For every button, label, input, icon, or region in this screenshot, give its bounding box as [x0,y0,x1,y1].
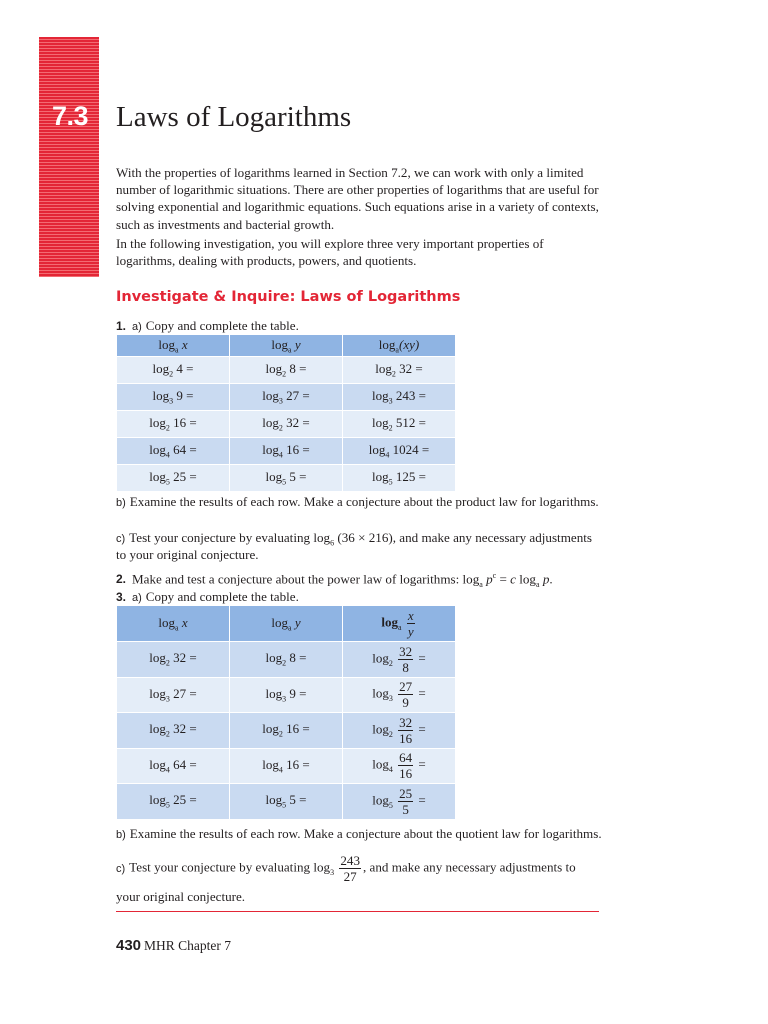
question-1-c: c) Test your conjecture by evaluating $\log_6 (36 \times 216)$, and make any necessary adjustments [116,530,592,548]
table-cell: $\log_5$ $\frac{25}{5}$ = [343,784,456,820]
question-2: 2. Make and test a conjecture about the power law of logarithms: $\log_a p^c = c$ $\log_a p$. [116,571,553,589]
section-number: 7.3 [51,101,89,131]
quotient-law-table [116,605,456,820]
question-number: 1. [116,319,127,333]
table-cell: $\log_4$ $\frac{64}{16}$ = [343,748,456,784]
product-law-table [116,334,456,492]
table-cell: $\log_3 27$ = [230,384,343,411]
header-cell: $\log_a y$ [230,335,343,357]
intro-paragraph-2: In the following investigation, you will explore three very important properties of logarithms, dealing with products, powers, and quotients. [116,236,544,269]
part-text: Examine the results of each row. Make a conjecture about the quotient law for logarithms. [129,826,602,841]
table-cell: $\log_2 32$ = [230,411,343,438]
question-3-c: c) Test your conjecture by evaluating $\log_3$ $\frac{243}{27}$ , and make any necessary adjustments to [116,853,576,885]
part-label: a) [132,592,142,604]
table-cell: $\log_2 32$ = [117,642,230,678]
table-cell: $\log_5 125$ = [343,465,456,492]
table-cell: $\log_2 16$ = [117,411,230,438]
part-label: b) [116,829,126,841]
table-row [117,784,456,820]
part-label: c) [116,862,126,875]
table-cell: $\log_4 16$ = [230,748,343,784]
table-cell: $\log_2 512$ = [343,411,456,438]
table-cell: $\log_3 243$ = [343,384,456,411]
intro-paragraph-1: With the properties of logarithms learned in Section 7.2, we can work with only a limited number of logarithmic situations. There are other properties of logarithms that are useful for solving exponential and logarithmic equations. Such equations arise in a variety of contexts, such as investments and bacterial growth. [116,165,599,232]
table-cell: $\log_3 9$ = [230,677,343,713]
table-cell: $\log_3$ $\frac{27}{9}$ = [343,677,456,713]
question-number: 3. [116,590,127,604]
table-cell: $\log_2$ $\frac{32}{8}$ = [343,642,456,678]
table-cell: $\log_3 9$ = [117,384,230,411]
question-1-b [116,493,606,512]
question-3-c-continued: your original conjecture. [116,889,246,904]
table-cell: $\log_2 32$ = [117,713,230,749]
table-cell: $\log_2 4$ = [117,357,230,384]
header-cell: $\log_a y$ [230,606,343,642]
table-cell: $\log_5 25$ = [117,465,230,492]
table-cell: $\log_2 8$ = [230,642,343,678]
question-number: 2. [116,572,127,587]
header-cell: $\log_a$ $\frac{x}{y}$ [343,606,456,642]
table-cell: $\log_2 8$ = [230,357,343,384]
investigation-heading: Investigate & Inquire: Laws of Logarithms [116,289,461,305]
table-row [117,411,456,438]
part-text: Examine the results of each row. Make a conjecture about the product law for logarithms. [129,494,599,509]
part-text: Copy and complete the table. [145,589,299,604]
part-label: c) [116,533,126,545]
part-label: b) [116,497,126,509]
footer-text: MHR Chapter 7 [144,938,232,953]
table-cell: $\log_4 1024$ = [343,438,456,465]
table-row [117,748,456,784]
table-row [117,384,456,411]
table-cell: $\log_4 16$ = [230,438,343,465]
table-cell: $\log_5 5$ = [230,784,343,820]
question-1-c-continued: to your original conjecture. [116,547,259,562]
table-row [117,465,456,492]
section-tab [39,37,99,277]
header-cell: $\log_a(xy)$ [343,335,456,357]
table-row [117,713,456,749]
section-title: Laws of Logarithms [116,101,352,133]
table-row [117,357,456,384]
table-cell: $\log_5 5$ = [230,465,343,492]
table-header-row [117,606,456,642]
table-cell: $\log_4 64$ = [117,438,230,465]
table-cell: $\log_3 27$ = [117,677,230,713]
table-row [117,438,456,465]
header-cell: $\log_a x$ [117,335,230,357]
table-cell: $\log_2 32$ = [343,357,456,384]
part-label: a) [132,321,142,333]
page-number: 430 [116,937,142,954]
question-3-b [116,825,606,844]
page-footer [116,937,231,955]
table-row [117,642,456,678]
table-header-row [117,335,456,357]
table-cell: $\log_5 25$ = [117,784,230,820]
footer-rule [116,911,599,912]
table-cell: $\log_4 64$ = [117,748,230,784]
table-cell: $\log_2$ $\frac{32}{16}$ = [343,713,456,749]
table-row [117,677,456,713]
table-cell: $\log_2 16$ = [230,713,343,749]
header-cell: $\log_a x$ [117,606,230,642]
part-text: Copy and complete the table. [145,318,299,333]
